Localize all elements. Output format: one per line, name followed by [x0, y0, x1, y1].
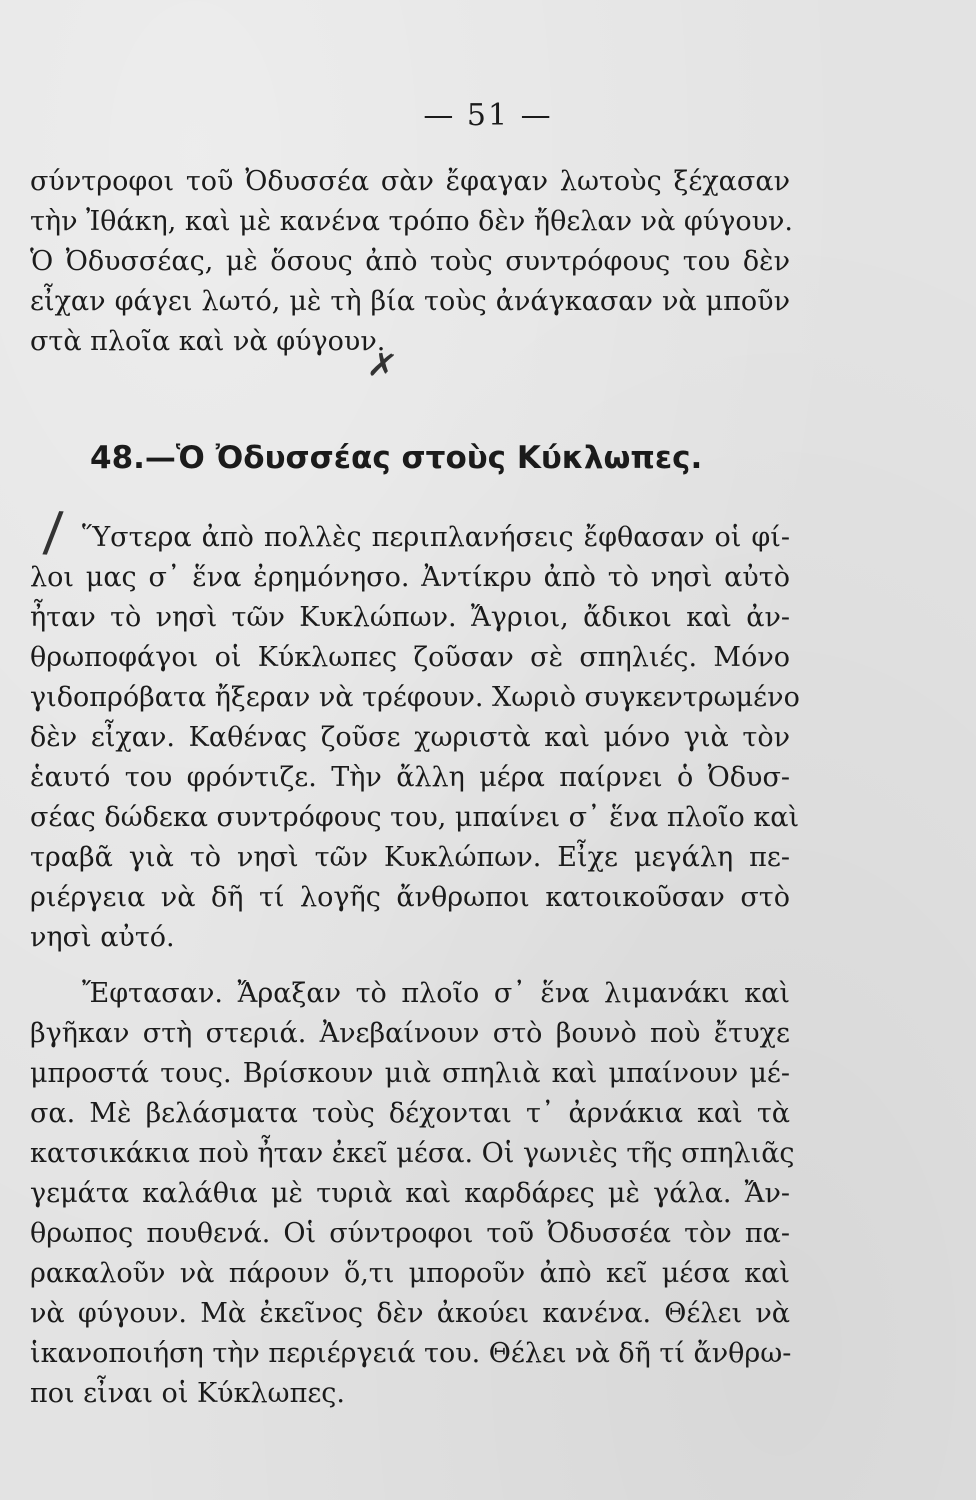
text-line: Ὁ Ὀδυσσέας, μὲ ὅσους ἀπὸ τοὺς συντρόφους του δὲν	[30, 246, 790, 277]
text-line: θρωποφάγοι οἱ Κύκλωπες ζοῦσαν σὲ σπηλιές. Μόνο	[30, 642, 790, 673]
text-line: κατσικάκια ποὺ ἦταν ἐκεῖ μέσα. Οἱ γωνιὲς τῆς σπηλιᾶς	[30, 1138, 795, 1169]
text-line: εἶχαν φάγει λωτό, μὲ τὴ βία τοὺς ἀνάγκασαν νὰ μποῦν	[30, 286, 790, 317]
text-line: ποι εἶναι οἱ Κύκλωπες.	[30, 1378, 346, 1409]
text-line: τραβᾶ γιὰ τὸ νησὶ τῶν Κυκλώπων. Εἶχε μεγάλη πε-	[30, 842, 790, 873]
text-line: νησὶ αὐτό.	[30, 922, 175, 953]
text-line: γιδοπρόβατα ἤξεραν νὰ τρέφουν. Χωριὸ συγκεντρωμένο	[30, 682, 800, 713]
text-line: λοι μας σ᾽ ἕνα ἐρημόνησο. Ἀντίκρυ ἀπὸ τὸ νησὶ αὐτὸ	[30, 562, 790, 593]
text-line: δὲν εἶχαν. Καθένας ζοῦσε χωριστὰ καὶ μόνο γιὰ τὸν	[30, 722, 790, 753]
text-line: ρακαλοῦν νὰ πάρουν ὅ,τι μποροῦν ἀπὸ κεῖ μέσα καὶ	[30, 1258, 790, 1289]
text-line: Ὕστερα ἀπὸ πολλὲς περιπλανήσεις ἔφθασαν οἱ φί-	[82, 522, 790, 553]
text-line: νὰ φύγουν. Μὰ ἐκεῖνος δὲν ἀκούει κανένα. Θέλει νὰ	[30, 1298, 790, 1329]
text-line: σύντροφοι τοῦ Ὀδυσσέα σὰν ἔφαγαν λωτοὺς ξέχασαν	[30, 166, 790, 197]
text-line: μπροστά τους. Βρίσκουν μιὰ σπηλιὰ καὶ μπαίνουν μέ-	[30, 1058, 790, 1089]
text-line: βγῆκαν στὴ στεριά. Ἀνεβαίνουν στὸ βουνὸ ποὺ ἔτυχε	[30, 1018, 790, 1049]
text-line: θρωπος πουθενά. Οἱ σύντροφοι τοῦ Ὀδυσσέα τὸν πα-	[30, 1218, 790, 1249]
text-line: σα. Μὲ βελάσματα τοὺς δέχονται τ᾽ ἀρνάκια καὶ τὰ	[30, 1098, 790, 1129]
text-line: σέας δώδεκα συντρόφους του, μπαίνει σ᾽ ἕνα πλοῖο καὶ	[30, 802, 800, 833]
section-heading: 48.—Ὁ Ὀδυσσέας στοὺς Κύκλωπες.	[90, 440, 703, 476]
paragraph-2	[30, 518, 800, 958]
paragraph-3	[30, 974, 795, 1414]
text-line: στὰ πλοῖα καὶ νὰ φύγουν.	[30, 326, 386, 357]
text-line: τὴν Ἰθάκη, καὶ μὲ κανένα τρόπο δὲν ἤθελαν νὰ φύγουν.	[30, 206, 794, 237]
text-line: ἑαυτό του φρόντιζε. Τὴν ἄλλη μέρα παίρνει ὁ Ὀδυσ-	[30, 762, 790, 793]
text-line: γεμάτα καλάθια μὲ τυριὰ καὶ καρδάρες μὲ γάλα. Ἄν-	[30, 1178, 790, 1209]
text-line: ἦταν τὸ νησὶ τῶν Κυκλώπων. Ἄγριοι, ἄδικοι καὶ ἀν-	[30, 602, 790, 633]
handwritten-slash-mark: /	[41, 499, 65, 564]
text-line: Ἔφτασαν. Ἄραξαν τὸ πλοῖο σ᾽ ἕνα λιμανάκι καὶ	[82, 978, 790, 1009]
handwritten-x-mark: ✗	[364, 343, 400, 389]
text-line: ἱκανοποιήση τὴν περιέργειά του. Θέλει νὰ δῆ τί ἄνθρω-	[30, 1338, 792, 1369]
paragraph-1	[30, 162, 794, 362]
text-line: ριέργεια νὰ δῆ τί λογῆς ἄνθρωποι κατοικοῦσαν στὸ	[30, 882, 790, 913]
page-number: — 51 —	[423, 98, 553, 133]
